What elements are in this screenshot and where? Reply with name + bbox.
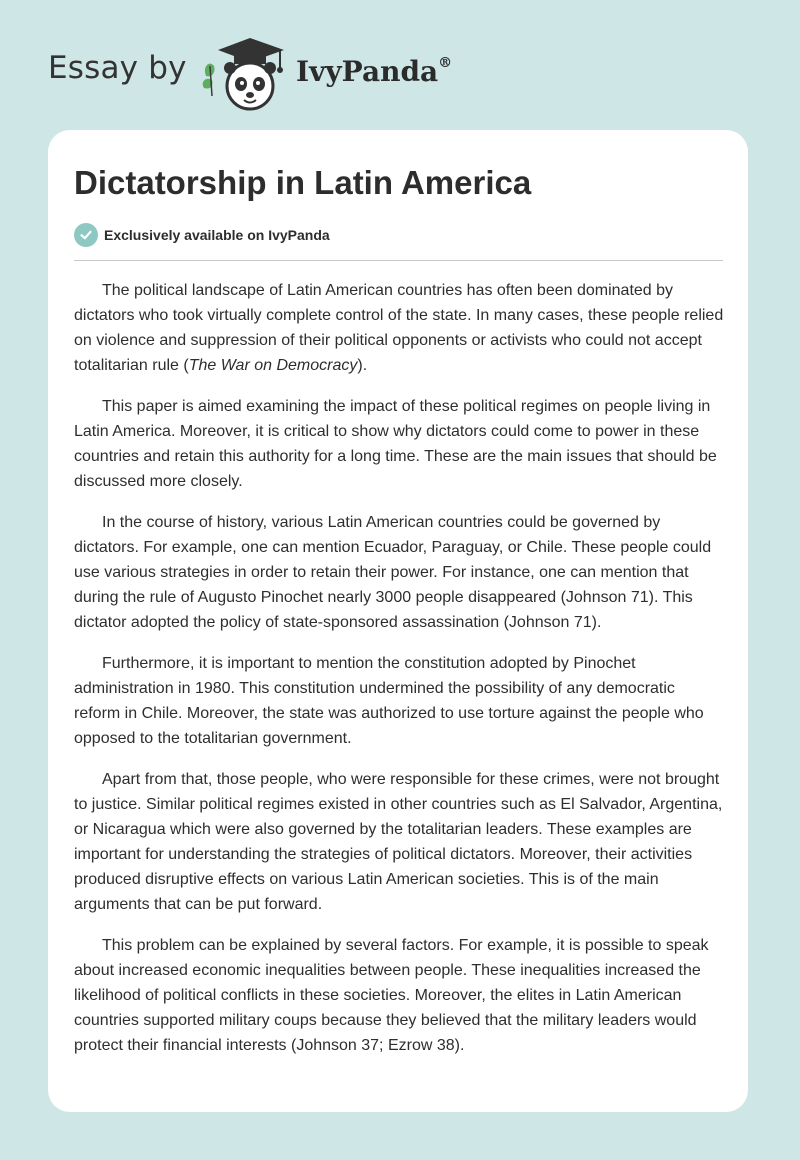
paragraph-1 [74,278,724,378]
paragraph-2: This paper is aimed examining the impact of these political regimes on people living in Latin America. Moreover, it is critical to show why dictators could come to power in these countries and retain this authority for a long time. These are the main issues that should be discussed more closely. [74,398,717,490]
brand-text: IvyPanda [296,55,439,88]
paragraph-5: Apart from that, those people, who were responsible for these crimes, were not brought to justice. Similar political regimes existed in other countries such as El Salvador, Argentina, or Nicaragua which were also governed by the totalitarian leaders. These examples are important for understanding the strategies of political dictators. Moreover, their activities produced disruptive effects on various Latin American societies. This is of the main arguments that can be put forward. [74,771,723,913]
check-circle-icon [74,223,98,247]
paragraph-1-end: ). [357,357,368,374]
exclusive-badge-text: Exclusively available on IvyPanda [104,227,330,243]
essay-card [48,130,748,1112]
paragraph-3: In the course of history, various Latin American countries could be governed by dictators. For example, one can mention Ecuador, Paraguay, or Chile. These people could use various strategies in order to retain their power. For instance, one can mention that during the rule of Augusto Pinochet nearly 3000 people disappeared (Johnson 71). This dictator adopted the policy of state-sponsored assassination (Johnson 71). [74,514,712,631]
essay-by-label: Essay by [48,50,187,86]
exclusive-badge [74,222,330,248]
panda-graduate-icon[interactable] [200,36,296,112]
paragraph-1-text: The political landscape of Latin American countries has often been dominated by dictators who took virtually complete control of the state. In many cases, these people relied on violence and suppression of their political opponents or activists who could not accept totalitarian rule ( [74,282,724,374]
divider [74,260,723,261]
paragraph-6: This problem can be explained by several factors. For example, it is possible to speak about increased economic inequalities between people. These inequalities increased the likelihood of political conflicts in these societies. Moreover, the elites in Latin American countries supported military coups because they believed that the military leaders would protect their financial interests (Johnson 37; Ezrow 38). [74,937,709,1054]
registered-mark: ® [438,54,453,71]
paragraph-4: Furthermore, it is important to mention the constitution adopted by Pinochet administration in 1980. This constitution undermined the possibility of any democratic reform in Chile. Moreover, the state was authorized to use torture against the people who opposed to the totalitarian government. [74,655,704,747]
brand-name[interactable] [296,55,452,88]
cited-film-title: The War on Democracy [188,357,358,374]
essay-body [74,278,724,1074]
site-header [0,0,800,130]
page-title: Dictatorship in Latin America [74,164,532,201]
